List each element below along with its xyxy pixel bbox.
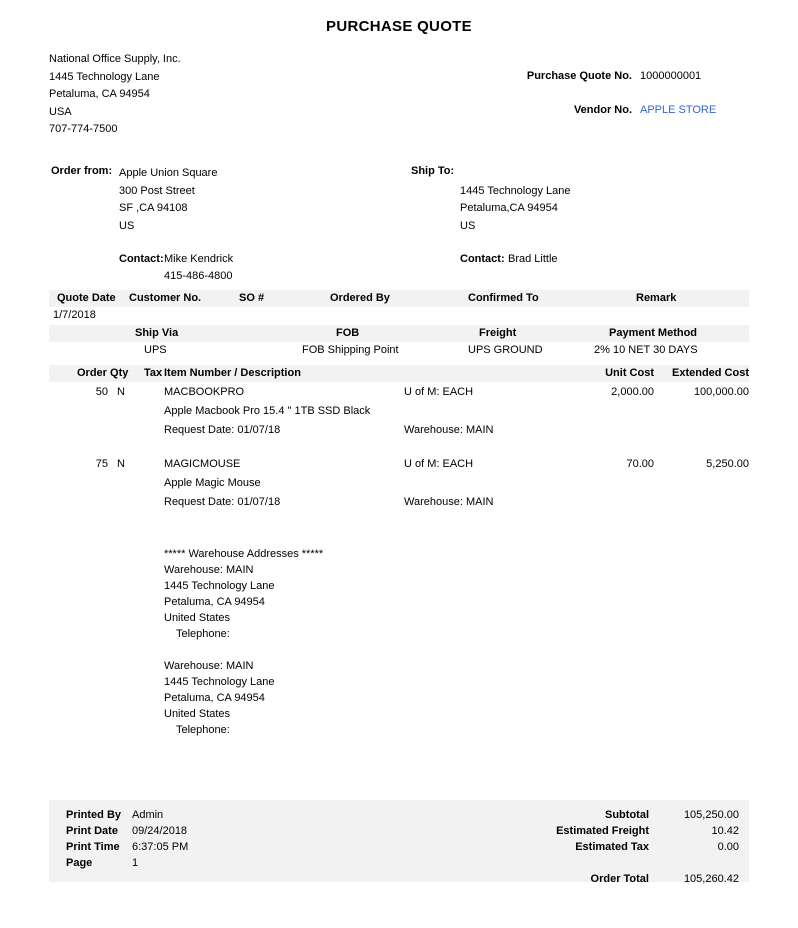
page-label: Page [66,857,93,869]
tax-row [556,839,739,855]
order-from-line-3: SF ,CA 94108 [119,202,188,215]
item-extended-cost: 100,000.00 [693,386,749,398]
notes-block2-telephone: Telephone: [176,724,230,736]
totals-spacer [556,855,739,871]
order-total-value: 105,260.42 [683,873,739,885]
value-freight: UPS GROUND [468,344,543,356]
item-extended-cost: 5,250.00 [706,458,749,470]
subtotal-value: 105,250.00 [683,809,739,821]
col-order-qty: Order Qty [77,367,129,379]
quote-number-row [390,68,750,85]
notes-block1-telephone: Telephone: [176,628,230,640]
info-table-header [49,290,749,307]
printed-by-label: Printed By [66,809,122,821]
item-tax: N [117,458,125,470]
item-uom: U of M: EACH [404,386,474,398]
print-date-label: Print Date [66,825,118,837]
order-from-contact-phone: 415-486-4800 [164,270,233,282]
print-date-row [66,823,188,839]
notes-block1-line4: United States [164,612,231,624]
col-fob: FOB [336,327,360,339]
item-description: Apple Macbook Pro 15.4 " 1TB SSD Black [164,405,371,417]
ship-to-contact-name: Brad Little [508,253,558,265]
purchase-quote-document [0,18,798,928]
table-row [49,458,749,530]
company-address-block [49,51,181,139]
estimated-tax-value: 0.00 [717,841,739,853]
notes-heading: ***** Warehouse Addresses ***** [164,548,324,560]
order-from-contact-name: Mike Kendrick [164,253,234,265]
print-time-value: 6:37:05 PM [132,841,189,853]
ship-to-label: Ship To: [411,165,455,177]
table-row [49,386,749,458]
document-meta [390,68,750,136]
vendor-number-label: Vendor No. [573,104,632,116]
col-confirmed-to: Confirmed To [468,292,539,304]
quote-number-value: 1000000001 [640,70,702,82]
ship-to-line-3: US [460,219,476,232]
notes-block2-line1: Warehouse: MAIN [164,660,254,672]
company-phone: 707-774-7500 [49,123,118,136]
item-qty: 50 [95,386,108,398]
col-payment-method: Payment Method [609,327,698,339]
estimated-freight-value: 10.42 [711,825,739,837]
ship-to-line-2: Petaluma,CA 94954 [460,202,558,215]
col-item-description: Item Number / Description [164,367,301,379]
col-ordered-by: Ordered By [330,292,390,304]
item-qty: 75 [95,458,108,470]
warehouse-notes [49,546,749,738]
item-number: MACBOOKPRO [164,386,245,398]
items-table-header [49,365,749,382]
print-date-value: 09/24/2018 [132,825,188,837]
address-section [0,165,798,290]
order-total-row [556,871,739,887]
company-country: USA [49,105,72,118]
items-table-body [49,386,749,530]
print-time-row [66,839,188,855]
ship-to-contact-label: Contact: [460,253,505,265]
item-description: Apple Magic Mouse [164,477,261,489]
col-ship-via: Ship Via [135,327,179,339]
item-uom: U of M: EACH [404,458,474,470]
col-so-number: SO # [239,292,265,304]
notes-block2-line2: 1445 Technology Lane [164,676,275,688]
notes-spacer [164,642,749,658]
document-footer [49,800,749,885]
order-from-label: Order from: [51,165,113,177]
ship-to-address [460,183,571,236]
order-total-label: Order Total [590,873,649,885]
quote-number-label: Purchase Quote No. [526,70,632,82]
company-address-1: 1445 Technology Lane [49,70,160,83]
subtotal-label: Subtotal [605,809,649,821]
item-unit-cost: 70.00 [626,458,654,470]
notes-block2-line4: United States [164,708,231,720]
notes-block2-line3: Petaluma, CA 94954 [164,692,265,704]
page-title: PURCHASE QUOTE [326,18,472,35]
value-fob: FOB Shipping Point [302,344,399,356]
order-from-line-4: US [119,219,135,232]
print-time-label: Print Time [66,841,120,853]
notes-block1-line1: Warehouse: MAIN [164,564,254,576]
value-quote-date: 1/7/2018 [53,309,96,321]
col-unit-cost: Unit Cost [605,367,654,379]
subtotal-row [556,807,739,823]
document-header [0,51,798,136]
item-warehouse: Warehouse: MAIN [404,424,494,436]
info-table-row [49,307,749,324]
ship-table-header [49,325,749,342]
item-unit-cost: 2,000.00 [611,386,654,398]
printed-by-value: Admin [132,809,164,821]
ship-table-row [49,342,749,359]
print-info [66,807,188,871]
freight-row [556,823,739,839]
ship-to-line-1: 1445 Technology Lane [460,184,571,197]
item-tax: N [117,386,125,398]
estimated-freight-label: Estimated Freight [556,825,649,837]
page-value: 1 [132,857,139,869]
notes-block1-line3: Petaluma, CA 94954 [164,596,265,608]
value-payment-method: 2% 10 NET 30 DAYS [594,344,698,356]
printed-by-row [66,807,188,823]
col-customer-no: Customer No. [129,292,202,304]
col-freight: Freight [479,327,517,339]
estimated-tax-label: Estimated Tax [575,841,649,853]
vendor-number-row [390,102,750,119]
col-tax: Tax [144,367,163,379]
vendor-number-value[interactable]: APPLE STORE [640,104,717,116]
order-from-line-1: Apple Union Square [119,167,218,179]
item-warehouse: Warehouse: MAIN [404,496,494,508]
order-from-line-2: 300 Post Street [119,184,195,197]
col-remark: Remark [636,292,677,304]
order-from-address [119,165,217,235]
totals [556,807,739,887]
col-quote-date: Quote Date [57,292,116,304]
item-request-date: Request Date: 01/07/18 [164,424,281,436]
value-ship-via: UPS [144,344,167,356]
company-address-2: Petaluma, CA 94954 [49,88,150,101]
notes-block1-line2: 1445 Technology Lane [164,580,275,592]
col-extended-cost: Extended Cost [671,367,749,379]
item-number: MAGICMOUSE [164,458,241,470]
item-request-date: Request Date: 01/07/18 [164,496,281,508]
page-row [66,855,188,871]
company-name: National Office Supply, Inc. [49,53,181,65]
order-from-contact-label: Contact: [119,253,164,265]
